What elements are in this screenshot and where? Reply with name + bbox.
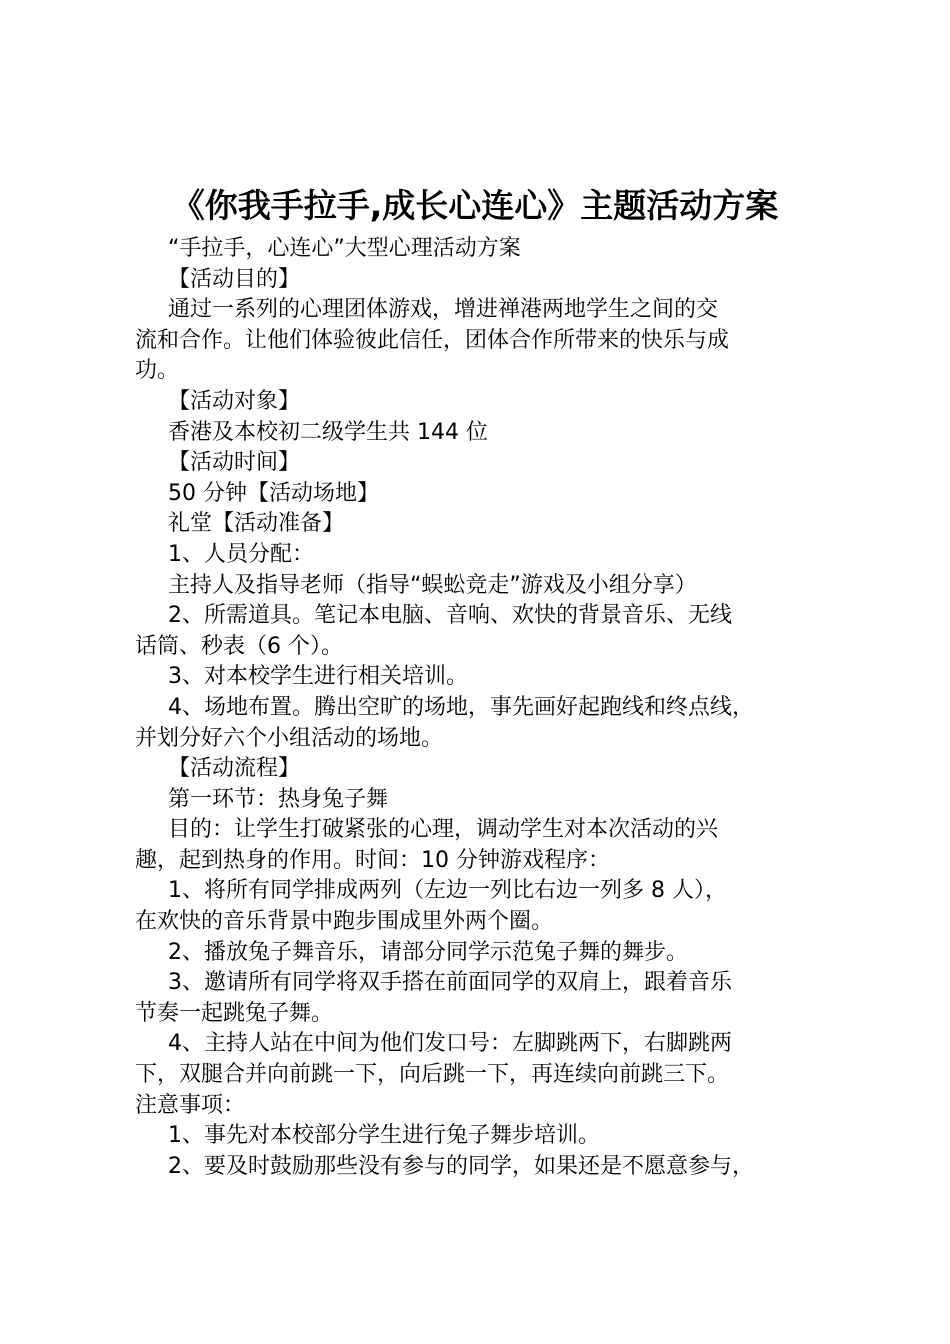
paragraph-line: 话筒、秒表（6 个）。 [135, 633, 343, 659]
document-title: 《你我手拉手,成长心连心》主题活动方案 [171, 186, 779, 225]
document-body [135, 234, 835, 1182]
paragraph-line: 4、场地布置。腾出空旷的场地，事先画好起跑线和终点线， [168, 694, 754, 720]
paragraph-line: 1、人员分配： [168, 541, 314, 567]
paragraph-line: 流和合作。让他们体验彼此信任，团体合作所带来的快乐与成 [135, 327, 730, 353]
paragraph-line: 2、播放兔子舞音乐，请部分同学示范兔子舞的舞步。 [168, 939, 688, 965]
paragraph-line: 4、主持人站在中间为他们发口号：左脚跳两下，右脚跳两 [168, 1031, 732, 1057]
paragraph-line: 目的：让学生打破紧张的心理，调动学生对本次活动的兴 [168, 817, 719, 843]
paragraph-line: 3、对本校学生进行相关培训。 [168, 664, 468, 690]
paragraph-line: 节奏一起跳兔子舞。 [135, 1000, 334, 1026]
paragraph-line: 2、所需道具。笔记本电脑、音响、欢快的背景音乐、无线 [168, 603, 732, 629]
paragraph-line: 并划分好六个小组活动的场地。 [135, 725, 444, 751]
paragraph-line: 主持人及指导老师（指导“蜈蚣竞走”游戏及小组分享） [168, 572, 697, 598]
paragraph-line: 2、要及时鼓励那些没有参与的同学，如果还是不愿意参与， [168, 1153, 754, 1179]
paragraph-line: 【活动时间】 [168, 450, 301, 476]
paragraph-line: 通过一系列的心理团体游戏，增进禅港两地学生之间的交 [168, 297, 719, 323]
paragraph-line: 在欢快的音乐背景中跑步围成里外两个圈。 [135, 909, 554, 935]
paragraph-line: “手拉手，心连心”大型心理活动方案 [168, 236, 521, 261]
paragraph-line: 50 分钟【活动场地】 [168, 480, 379, 506]
paragraph-line: 香港及本校初二级学生共 144 位 [168, 419, 488, 445]
paragraph-line: 【活动目的】 [168, 266, 301, 292]
paragraph-line: 1、将所有同学排成两列（左边一列比右边一列多 8 人）， [168, 878, 727, 904]
paragraph-line: 趣，起到热身的作用。时间：10 分钟游戏程序： [135, 847, 610, 873]
paragraph-line: 功。 [135, 358, 180, 384]
paragraph-line: 第一环节：热身兔子舞 [168, 786, 389, 812]
paragraph-line: 注意事项： [135, 1092, 246, 1118]
paragraph-line: 3、邀请所有同学将双手搭在前面同学的双肩上，跟着音乐 [168, 970, 732, 996]
paragraph-line: 下，双腿合并向前跳一下，向后跳一下，再连续向前跳三下。 [135, 1062, 730, 1088]
paragraph-line: 礼堂【活动准备】 [168, 511, 345, 537]
paragraph-line: 【活动对象】 [168, 388, 301, 414]
paragraph-line: 1、事先对本校部分学生进行兔子舞步培训。 [168, 1123, 600, 1149]
paragraph-line: 【活动流程】 [168, 756, 301, 782]
